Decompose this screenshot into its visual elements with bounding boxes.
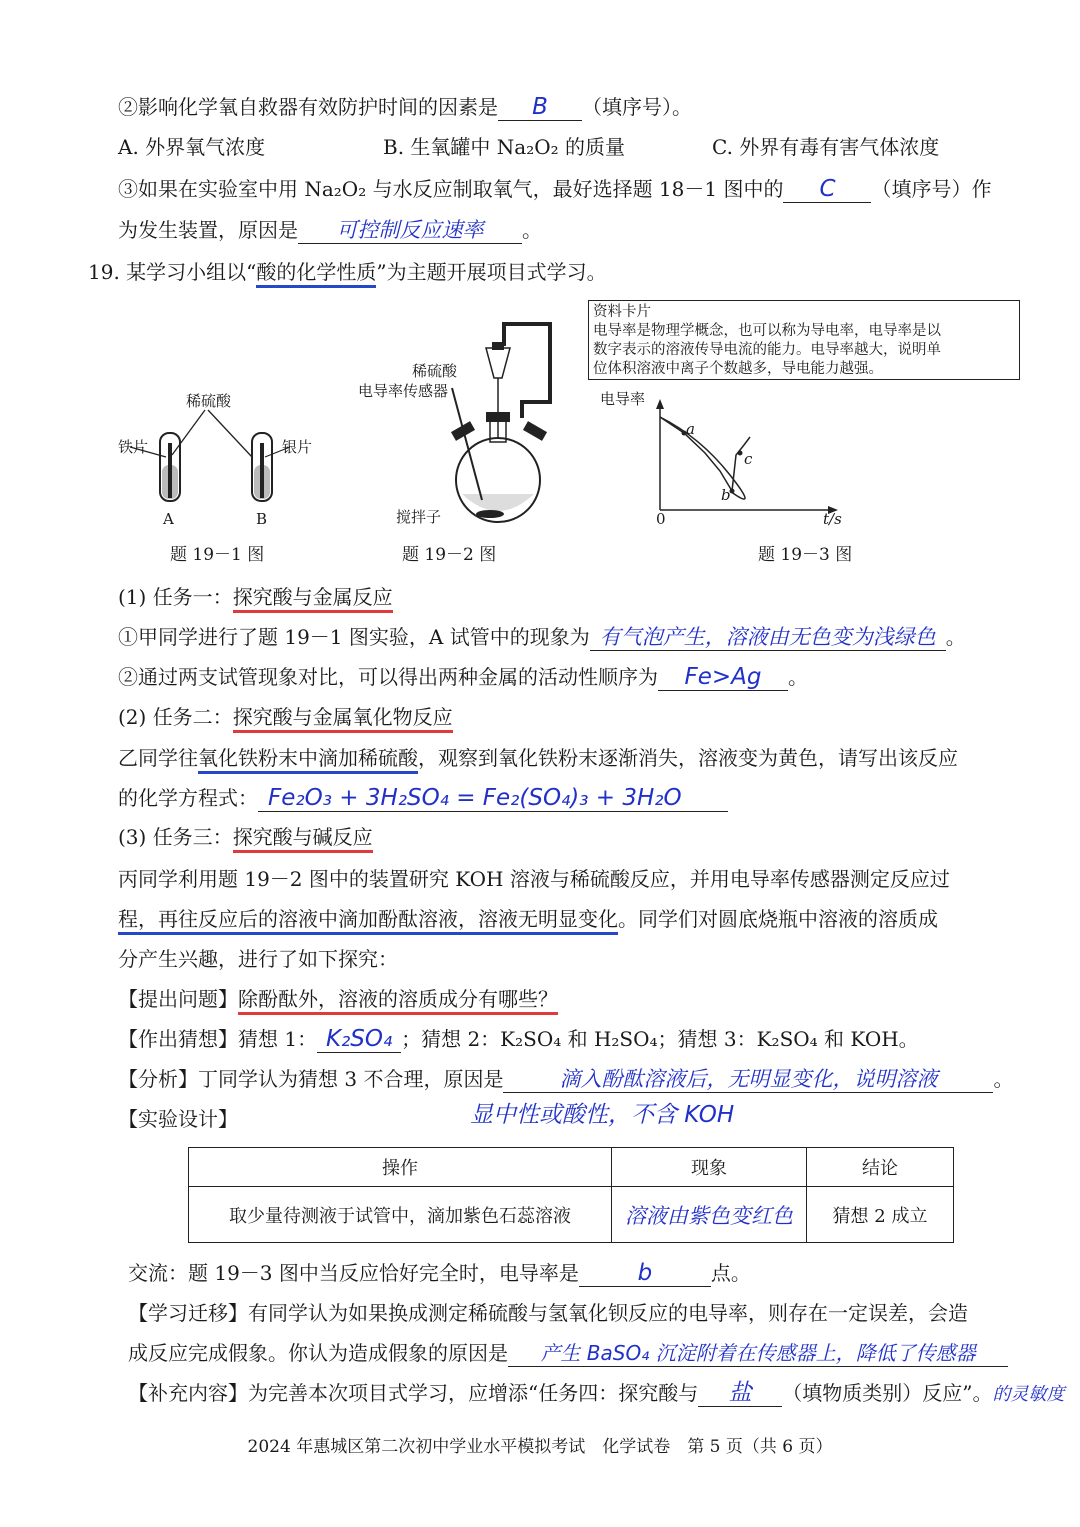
answer-blank[interactable]: Fe>Ag	[658, 664, 788, 691]
info-card-line: 数字表示的溶液传导电流的能力。电导率越大，说明单	[593, 342, 941, 358]
answer-blank[interactable]: K₂SO₄	[317, 1026, 401, 1053]
task2-line2: 的化学方程式： Fe₂O₃ + 3H₂SO₄ = Fe₂(SO₄)₃ + 3H₂O	[118, 783, 728, 813]
fig3-point-a: a	[686, 420, 695, 438]
answer-blank[interactable]: b	[579, 1260, 711, 1287]
table-cell: 取少量待测液于试管中，滴加紫色石蕊溶液	[189, 1187, 612, 1243]
fig3-point-c: c	[744, 450, 753, 468]
experiment-design: 【实验设计】	[118, 1107, 238, 1131]
migration-line2: 成反应完成假象。你认为造成假象的原因是 产生 BaSO₄ 沉淀附着在传感器上，降低了传感器	[128, 1338, 1008, 1368]
task3-heading: (3) 任务三：探究酸与碱反应	[118, 822, 373, 852]
flask-apparatus-diagram	[420, 318, 580, 528]
ask-question: 【提出问题】除酚酞外，溶液的溶质成分有哪些？	[118, 984, 558, 1014]
info-card-title: 资料卡片	[593, 304, 651, 320]
fig2-acid-label: 稀硫酸	[412, 362, 458, 380]
fig1-label-b: B	[256, 510, 268, 528]
table-header-row	[189, 1148, 954, 1187]
task1-heading: (1) 任务一：探究酸与金属反应	[118, 582, 393, 612]
task1-q2: ②通过两支试管现象对比，可以得出两种金属的活动性顺序为 Fe>Ag 。	[118, 664, 808, 690]
q18-line4: 为发生装置，原因是 可控制反应速率 。	[118, 218, 542, 242]
experiment-table	[188, 1147, 954, 1243]
table-cell: 猜想 2 成立	[807, 1187, 954, 1243]
fig1-iron-label: 铁片	[118, 438, 149, 456]
q19-intro: 19. 某学习小组以“酸的化学性质”为主题开展项目式学习。	[88, 257, 607, 287]
fig3-ylabel: 电导率	[600, 390, 646, 408]
migration-line1: 【学习迁移】有同学认为如果换成测定稀硫酸与氢氧化钡反应的电导率，则存在一定误差，会造	[128, 1301, 968, 1325]
table-header: 操作	[189, 1148, 612, 1187]
task3-line2: 程，再往反应后的溶液中滴加酚酞溶液，溶液无明显变化。同学们对圆底烧瓶中溶液的溶质成	[118, 904, 938, 934]
task3-line3: 分产生兴趣，进行了如下探究：	[118, 947, 398, 971]
analysis-answer-continued[interactable]: 显中性或酸性，不含 KOH	[470, 1102, 735, 1128]
task3-line1: 丙同学利用题 19－2 图中的装置研究 KOH 溶液与稀硫酸反应，并用电导率传感器测定反应过	[118, 867, 950, 891]
answer-blank[interactable]: 滴入酚酞溶液后，无明显变化，说明溶液	[503, 1066, 993, 1093]
option-a: A. 外界氧气浓度	[118, 135, 266, 159]
fig3-point-b: b	[721, 486, 731, 504]
task2-heading: (2) 任务二：探究酸与金属氧化物反应	[118, 702, 453, 732]
answer-blank[interactable]: 产生 BaSO₄ 沉淀附着在传感器上，降低了传感器	[508, 1340, 1008, 1367]
fig2-sensor-label: 电导率传感器	[358, 382, 449, 400]
exchange: 交流：题 19－3 图中当反应恰好完全时，电导率是 b 点。	[128, 1260, 751, 1286]
info-card-line: 位体积溶液中离子个数越多，导电能力越强。	[593, 361, 883, 377]
analysis: 【分析】丁同学认为猜想 3 不合理，原因是 滴入酚酞溶液后，无明显变化，说明溶液 。	[118, 1067, 1014, 1091]
table-header: 结论	[807, 1148, 954, 1187]
q18-options	[118, 132, 265, 162]
fig3-caption: 题 19－3 图	[758, 545, 853, 565]
option-c: C. 外界有毒有害气体浓度	[712, 135, 940, 159]
page-footer: 2024 年惠城区第二次初中学业水平模拟考试 化学试卷 第 5 页（共 6 页）	[247, 1437, 833, 1457]
fig2-caption: 题 19－2 图	[402, 545, 497, 565]
answer-blank[interactable]: 有气泡产生，溶液由无色变为浅绿色	[590, 624, 946, 651]
answer-blank[interactable]: 盐	[698, 1380, 782, 1407]
fig3-xlabel: t/s	[823, 510, 842, 528]
fig3-origin: 0	[656, 510, 666, 528]
q18-line3: ③如果在实验室中用 Na₂O₂ 与水反应制取氧气，最好选择题 18－1 图中的 C （填序号）作	[118, 176, 992, 202]
answer-blank[interactable]: 可控制反应速率	[298, 217, 522, 244]
info-card-line: 电导率是物理学概念，也可以称为导电率，电导率是以	[593, 323, 941, 339]
info-card	[588, 300, 1020, 380]
fig1-label-a: A	[163, 510, 174, 528]
answer-blank[interactable]: Fe₂O₃ + 3H₂SO₄ = Fe₂(SO₄)₃ + 3H₂O	[258, 785, 728, 812]
table-cell-answer[interactable]: 溶液由紫色变红色	[612, 1187, 807, 1243]
task2-line1: 乙同学往氧化铁粉末中滴加稀硫酸，观察到氧化铁粉末逐渐消失，溶液变为黄色，请写出该反应	[118, 743, 958, 773]
fig2-stirrer-label: 搅拌子	[396, 508, 442, 526]
answer-blank[interactable]: B	[498, 94, 582, 121]
option-b: B. 生氧罐中 Na₂O₂ 的质量	[383, 135, 625, 159]
supplement-extra: 的灵敏度	[992, 1384, 1065, 1405]
hypothesis: 【作出猜想】猜想 1： K₂SO₄ ；猜想 2：K₂SO₄ 和 H₂SO₄；猜想 3：K₂SO₄ 和 KOH。	[118, 1026, 919, 1052]
table-header: 现象	[612, 1148, 807, 1187]
task1-q1: ①甲同学进行了题 19－1 图实验，A 试管中的现象为 有气泡产生，溶液由无色变为浅绿色 。	[118, 625, 966, 649]
supplement: 【补充内容】为完善本次项目式学习，应增添“任务四：探究酸与 盐 （填物质类别）反应”。的灵敏度	[128, 1380, 1065, 1406]
q18-line2: ②影响化学氧自救器有效防护时间的因素是 B （填序号）。	[118, 94, 692, 120]
fig1-acid-label: 稀硫酸	[186, 392, 232, 410]
fig1-silver-label: 银片	[282, 438, 313, 456]
table-row	[189, 1187, 954, 1243]
answer-blank[interactable]: C	[783, 176, 871, 203]
fig1-caption: 题 19－1 图	[170, 545, 265, 565]
